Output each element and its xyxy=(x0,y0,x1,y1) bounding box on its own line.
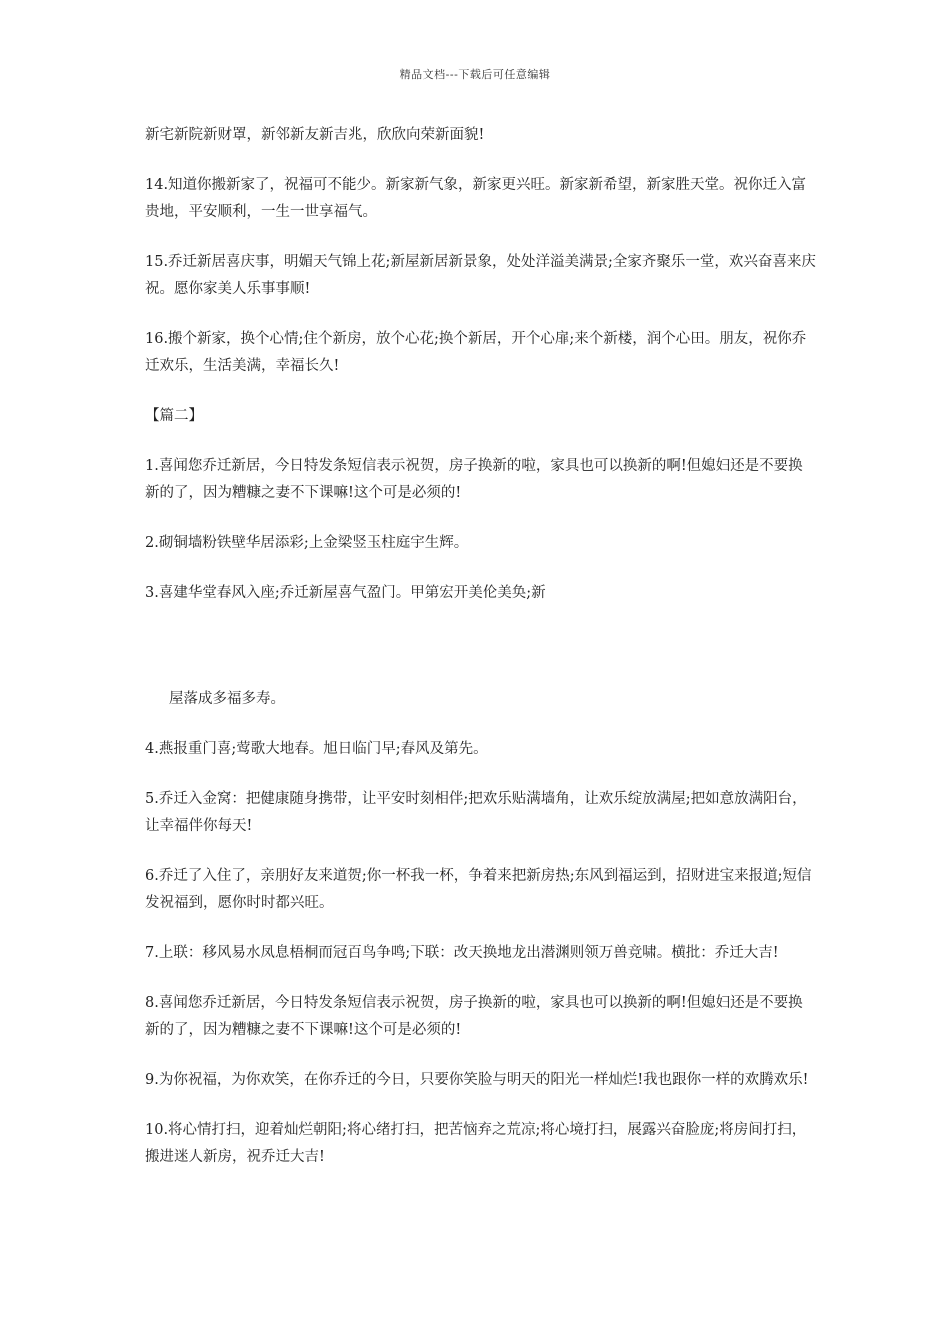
paragraph-continuation: 屋落成多福多寿。 xyxy=(169,691,285,707)
paragraph: 10.将心情打扫，迎着灿烂朝阳;将心绪打扫，把苦恼弃之荒凉;将心境打扫，展露兴奋脸庞;将房间打扫，搬进迷人新房，祝乔迁大吉! xyxy=(145,1122,807,1165)
document-body-part1 xyxy=(145,122,817,607)
page-header: 精品文档---下载后可任意编辑 xyxy=(399,68,551,81)
paragraph: 5.乔迁入金窝：把健康随身携带，让平安时刻相伴;把欢乐贴满墙角，让欢乐绽放满屋;把如意放满阳台，让幸福伴你每天! xyxy=(145,791,807,834)
paragraph: 7.上联：移风易水凤息梧桐而冠百鸟争鸣;下联：改天换地龙出潜渊则领万兽竞啸。横批：乔迁大吉! xyxy=(145,945,779,961)
section-heading: 【篇二】 xyxy=(145,408,203,424)
paragraph: 8.喜闻您乔迁新居，今日特发条短信表示祝贺，房子换新的啦，家具也可以换新的啊!但媳妇还是不要换新的了，因为糟糠之妻不下课嘛!这个可是必须的! xyxy=(145,995,803,1038)
paragraph: 新宅新院新财罩，新邻新友新吉兆，欣欣向荣新面貌! xyxy=(145,127,485,143)
paragraph: 14.知道你搬新家了，祝福可不能少。新家新气象，新家更兴旺。新家新希望，新家胜天堂。祝你迁入富贵地，平安顺利，一生一世享福气。 xyxy=(145,177,807,220)
paragraph: 15.乔迁新居喜庆事，明媚天气锦上花;新屋新居新景象，处处洋溢美满景;全家齐聚乐一堂，欢兴奋喜来庆祝。愿你家美人乐事事顺! xyxy=(145,254,816,297)
paragraph: 6.乔迁了入住了，亲朋好友来道贺;你一杯我一杯，争着来把新房热;东风到福运到，招财进宝来报道;短信发祝福到，愿你时时都兴旺。 xyxy=(145,868,812,911)
paragraph: 16.搬个新家，换个心情;住个新房，放个心花;换个新居，开个心扉;来个新楼，润个心田。朋友，祝你乔迁欢乐，生活美满，幸福长久! xyxy=(145,331,807,374)
paragraph: 4.燕报重门喜;莺歌大地春。旭日临门早;春风及第先。 xyxy=(145,741,488,757)
paragraph: 2.砌铜墙粉铁壁华居添彩;上金梁竖玉柱庭宇生辉。 xyxy=(145,535,469,551)
paragraph: 3.喜建华堂春风入座;乔迁新屋喜气盈门。甲第宏开美伦美奂;新 xyxy=(145,585,546,601)
paragraph: 9.为你祝福，为你欢笑，在你乔迁的今日，只要你笑脸与明天的阳光一样灿烂!我也跟你一样的欢腾欢乐! xyxy=(145,1072,809,1088)
paragraph: 1.喜闻您乔迁新居，今日特发条短信表示祝贺，房子换新的啦，家具也可以换新的啊!但媳妇还是不要换新的了，因为糟糠之妻不下课嘛!这个可是必须的! xyxy=(145,458,803,501)
document-body-part2 xyxy=(145,686,817,1171)
